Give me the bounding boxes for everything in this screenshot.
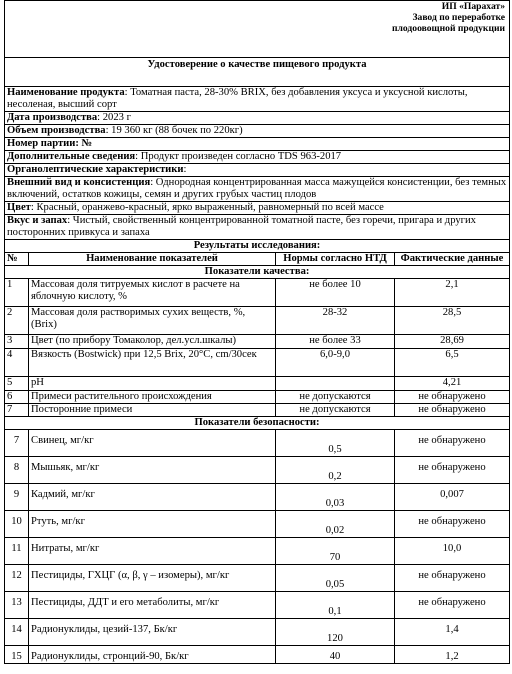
document-title: Удостоверение о качестве пищевого продукта bbox=[5, 58, 510, 87]
row-norm: 40 bbox=[276, 646, 395, 664]
info-field bbox=[5, 164, 510, 177]
table-row bbox=[5, 538, 510, 565]
row-number: 6 bbox=[5, 391, 29, 404]
col-actual-header: Фактические данные bbox=[395, 253, 510, 266]
table-row bbox=[5, 349, 510, 377]
info-field-value: : Томатная паста, 28-30% BRIX, без добавления уксуса и уксусной кислоты, несоленая, высший сорт bbox=[7, 87, 468, 110]
row-actual: 0,007 bbox=[395, 484, 510, 511]
row-number: 8 bbox=[5, 457, 29, 484]
row-number: 7 bbox=[5, 430, 29, 457]
row-norm: не более 33 bbox=[276, 335, 395, 349]
info-field-label: Дата производства bbox=[7, 112, 98, 123]
info-field-label: Объем производства bbox=[7, 125, 106, 136]
row-name: Ртуть, мг/кг bbox=[29, 511, 276, 538]
info-field-row bbox=[5, 177, 510, 202]
info-field-row bbox=[5, 125, 510, 138]
table-row bbox=[5, 457, 510, 484]
row-name: Свинец, мг/кг bbox=[29, 430, 276, 457]
row-name: Примеси растительного происхождения bbox=[29, 391, 276, 404]
row-actual: не обнаружено bbox=[395, 430, 510, 457]
info-field-value: : Продукт произведен согласно TDS 963-2017 bbox=[135, 151, 342, 162]
row-actual: не обнаружено bbox=[395, 457, 510, 484]
row-norm: 70 bbox=[276, 538, 395, 565]
info-field bbox=[5, 112, 510, 125]
info-field-value: : Красный, оранжево-красный, ярко выраженный, равномерный по всей массе bbox=[30, 202, 384, 213]
company-subtitle-2: плодоовощной продукции bbox=[392, 23, 506, 34]
row-number: 2 bbox=[5, 307, 29, 335]
info-field bbox=[5, 151, 510, 164]
info-field-value: : Чистый, свойственный концентрированной томатной пасте, без горечи, пригара и других посторонних привкуса и запаха bbox=[7, 215, 476, 238]
row-norm: 0,03 bbox=[276, 484, 395, 511]
document-title-row bbox=[5, 58, 510, 87]
row-number: 3 bbox=[5, 335, 29, 349]
row-norm: 0,2 bbox=[276, 457, 395, 484]
row-norm: 120 bbox=[276, 619, 395, 646]
info-field-row bbox=[5, 164, 510, 177]
table-row bbox=[5, 404, 510, 417]
row-norm: 6,0-9,0 bbox=[276, 349, 395, 377]
info-field-row bbox=[5, 202, 510, 215]
row-actual: не обнаружено bbox=[395, 565, 510, 592]
row-actual: 1,2 bbox=[395, 646, 510, 664]
info-field-value: : Однородная концентрированная масса мажущейся консистенции, без темных включений, остатков кожицы, семян и других грубых частиц плодов bbox=[7, 177, 507, 200]
row-norm: не допускаются bbox=[276, 391, 395, 404]
row-name: Пестициды, ДДТ и его метаболиты, мг/кг bbox=[29, 592, 276, 619]
table-row bbox=[5, 335, 510, 349]
info-field-label: Органолептические характеристики bbox=[7, 164, 184, 175]
row-name: Цвет (по прибору Томаколор, дел.усл.шкалы) bbox=[29, 335, 276, 349]
row-actual: не обнаружено bbox=[395, 404, 510, 417]
row-actual: не обнаружено bbox=[395, 511, 510, 538]
row-name: Кадмий, мг/кг bbox=[29, 484, 276, 511]
row-norm bbox=[276, 377, 395, 391]
col-norm-header: Нормы согласно НТД bbox=[276, 253, 395, 266]
info-field-row bbox=[5, 87, 510, 112]
row-name: Массовая доля растворимых сухих веществ, %, (Brix) bbox=[29, 307, 276, 335]
info-field bbox=[5, 215, 510, 240]
column-header-row bbox=[5, 253, 510, 266]
table-row bbox=[5, 619, 510, 646]
info-field-row bbox=[5, 151, 510, 164]
company-header-cell bbox=[5, 1, 510, 58]
row-name: Посторонние примеси bbox=[29, 404, 276, 417]
row-norm: 0,5 bbox=[276, 430, 395, 457]
info-field-label: Дополнительные сведения bbox=[7, 151, 136, 162]
table-row bbox=[5, 592, 510, 619]
quality-certificate bbox=[4, 0, 509, 674]
row-name: Массовая доля титруемых кислот в расчете на яблочную кислоту, % bbox=[29, 279, 276, 307]
table-row bbox=[5, 484, 510, 511]
info-field-value: : bbox=[183, 164, 187, 175]
certificate-table bbox=[4, 0, 510, 664]
row-number: 12 bbox=[5, 565, 29, 592]
info-field-value: : 19 360 кг (88 бочек по 220кг) bbox=[105, 125, 243, 136]
info-field-row bbox=[5, 215, 510, 240]
results-heading-row bbox=[5, 240, 510, 253]
info-field-label: Наименование продукта bbox=[7, 87, 125, 98]
company-subtitle-1: Завод по переработке bbox=[412, 12, 506, 23]
row-actual: 4,21 bbox=[395, 377, 510, 391]
info-field-row bbox=[5, 112, 510, 125]
section-heading-row bbox=[5, 266, 510, 279]
row-norm: 0,02 bbox=[276, 511, 395, 538]
table-row bbox=[5, 565, 510, 592]
row-name: Нитраты, мг/кг bbox=[29, 538, 276, 565]
row-name: Мышьяк, мг/кг bbox=[29, 457, 276, 484]
info-field bbox=[5, 177, 510, 202]
row-number: 14 bbox=[5, 619, 29, 646]
section-heading-row bbox=[5, 417, 510, 430]
row-actual: не обнаружено bbox=[395, 592, 510, 619]
row-norm: 0,1 bbox=[276, 592, 395, 619]
table-row bbox=[5, 391, 510, 404]
row-number: 7 bbox=[5, 404, 29, 417]
row-actual: 1,4 bbox=[395, 619, 510, 646]
row-number: 4 bbox=[5, 349, 29, 377]
quality-heading: Показатели качества: bbox=[5, 266, 510, 279]
info-field-label: Внешний вид и консистенция bbox=[7, 177, 151, 188]
row-name: Радионуклиды, стронций-90, Бк/кг bbox=[29, 646, 276, 664]
row-name: pH bbox=[29, 377, 276, 391]
company-header bbox=[5, 1, 510, 58]
row-number: 1 bbox=[5, 279, 29, 307]
row-name: Пестициды, ГХЦГ (α, β, γ – изомеры), мг/кг bbox=[29, 565, 276, 592]
info-field-row bbox=[5, 138, 510, 151]
row-number: 13 bbox=[5, 592, 29, 619]
row-actual: 28,69 bbox=[395, 335, 510, 349]
row-actual: 10,0 bbox=[395, 538, 510, 565]
row-actual: 28,5 bbox=[395, 307, 510, 335]
info-field bbox=[5, 138, 510, 151]
table-row bbox=[5, 646, 510, 664]
row-number: 5 bbox=[5, 377, 29, 391]
table-row bbox=[5, 279, 510, 307]
table-row bbox=[5, 377, 510, 391]
table-row bbox=[5, 307, 510, 335]
row-norm: 0,05 bbox=[276, 565, 395, 592]
row-number: 9 bbox=[5, 484, 29, 511]
info-field-label: Цвет bbox=[7, 202, 31, 213]
row-number: 15 bbox=[5, 646, 29, 664]
company-name: ИП «Парахат» bbox=[441, 1, 506, 12]
row-actual: 6,5 bbox=[395, 349, 510, 377]
col-number-header: № bbox=[5, 253, 29, 266]
info-field bbox=[5, 202, 510, 215]
row-number: 11 bbox=[5, 538, 29, 565]
row-actual: 2,1 bbox=[395, 279, 510, 307]
row-norm: 28-32 bbox=[276, 307, 395, 335]
results-heading: Результаты исследования: bbox=[5, 240, 510, 253]
info-field-value: : 2023 г bbox=[97, 112, 131, 123]
info-field bbox=[5, 87, 510, 112]
col-name-header: Наименование показателей bbox=[29, 253, 276, 266]
row-name: Вязкость (Bostwick) при 12,5 Brix, 20°C, cm/30сек bbox=[29, 349, 276, 377]
row-name: Радионуклиды, цезий-137, Бк/кг bbox=[29, 619, 276, 646]
row-norm: не более 10 bbox=[276, 279, 395, 307]
info-field bbox=[5, 125, 510, 138]
row-norm: не допускаются bbox=[276, 404, 395, 417]
table-row bbox=[5, 511, 510, 538]
row-number: 10 bbox=[5, 511, 29, 538]
table-row bbox=[5, 430, 510, 457]
info-field-label: Номер партии: № bbox=[7, 138, 93, 149]
safety-heading: Показатели безопасности: bbox=[5, 417, 510, 430]
row-actual: не обнаружено bbox=[395, 391, 510, 404]
info-field-label: Вкус и запах bbox=[7, 215, 68, 226]
